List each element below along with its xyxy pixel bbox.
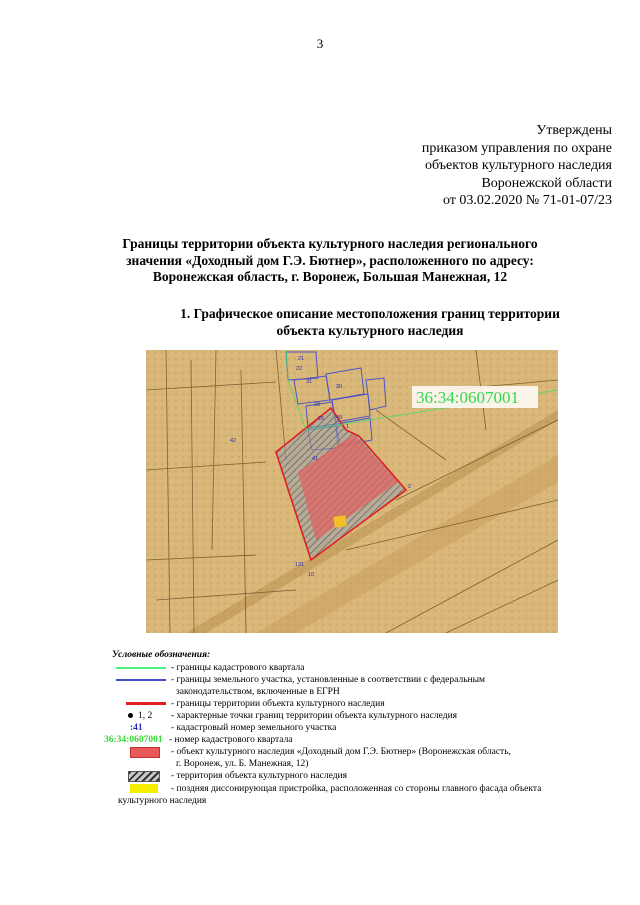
parcel-label: 2 bbox=[408, 484, 412, 490]
quarter-label: 36:34:0607001 bbox=[416, 388, 519, 407]
title-line: Границы территории объекта культурного наследия регионального bbox=[122, 236, 538, 251]
parcel-label: 30 bbox=[336, 384, 343, 390]
red-line-symbol bbox=[126, 702, 166, 705]
legend-text: - объект культурного наследия «Доходный дом Г.Э. Бютнер» (Воронежская область, bbox=[171, 747, 511, 757]
parcel-label: 131 bbox=[295, 562, 305, 568]
title-line: значения «Доходный дом Г.Э. Бютнер», расположенного по адресу: bbox=[126, 252, 534, 268]
legend-text: - поздняя диссонирующая пристройка, расположенная со стороны главного фасада объекта bbox=[171, 784, 542, 794]
approval-line: приказом управления по охране bbox=[421, 140, 612, 156]
legend-text: - характерные точки границ территории объекта культурного наследия bbox=[171, 711, 458, 721]
parcel-label: 49 bbox=[336, 415, 343, 421]
legend-heading: Условные обозначения: bbox=[112, 650, 211, 660]
parcel-label: 28 bbox=[314, 402, 321, 408]
approval-block bbox=[312, 122, 612, 210]
red-square-symbol bbox=[130, 747, 160, 758]
approval-line: от 03.02.2020 № 71-01-07/23 bbox=[442, 193, 612, 208]
parcel-label: 21 bbox=[298, 356, 305, 362]
annex-square bbox=[333, 515, 346, 528]
legend-text: - номер кадастрового квартала bbox=[169, 735, 293, 745]
parcel-label: 10 bbox=[308, 572, 315, 578]
legend-text: - территория объекта культурного наследия bbox=[171, 771, 347, 781]
parcel-number-symbol: :41 bbox=[130, 723, 143, 733]
legend-text: - границы земельного участка, установленные в соответствии с федеральным bbox=[171, 675, 486, 685]
approval-line: объектов культурного наследия bbox=[424, 158, 612, 173]
parcel-label: 22 bbox=[296, 366, 303, 372]
legend-row bbox=[0, 770, 640, 783]
point-symbol-label: 1, 2 bbox=[138, 711, 153, 721]
title-line: Воронежская область, г. Воронеж, Большая Манежная, 12 bbox=[152, 269, 508, 284]
section-title bbox=[130, 306, 610, 339]
document-title bbox=[60, 236, 600, 286]
page-number: 3 bbox=[316, 36, 324, 51]
legend-text: - кадастровый номер земельного участка bbox=[171, 723, 337, 733]
parcel-label: 31 bbox=[306, 379, 313, 385]
cadastral-map bbox=[146, 350, 558, 633]
legend-row bbox=[0, 746, 640, 759]
parcel-label: 1 bbox=[346, 424, 350, 430]
approval-line: Воронежской области bbox=[481, 175, 612, 191]
parcel-label: 41 bbox=[312, 456, 319, 462]
parcel-label: 42 bbox=[230, 438, 237, 444]
legend-text-continued: г. Воронеж, ул. Б. Манежная, 12) bbox=[176, 759, 309, 769]
blue-line-symbol bbox=[116, 679, 166, 681]
legend-text: - границы территории объекта культурного наследия bbox=[171, 699, 385, 709]
green-line-symbol bbox=[116, 667, 166, 669]
legend-text: - границы кадастрового квартала bbox=[171, 663, 305, 673]
point-dot-icon bbox=[128, 713, 133, 718]
section-title-line: 1. Графическое описание местоположения границ территории bbox=[180, 306, 560, 321]
yellow-square-symbol bbox=[130, 784, 158, 793]
legend-text-continued: культурного наследия bbox=[118, 796, 207, 806]
hatch-symbol bbox=[128, 771, 160, 782]
quarter-number-symbol: 36:34:0607001 bbox=[104, 735, 163, 745]
legend-text-continued: законодательством, включенные в ЕГРН bbox=[176, 687, 340, 697]
approval-line: Утверждены bbox=[536, 123, 612, 138]
section-title-line: объекта культурного наследия bbox=[276, 322, 464, 338]
parcel-label: 25 bbox=[318, 416, 325, 422]
